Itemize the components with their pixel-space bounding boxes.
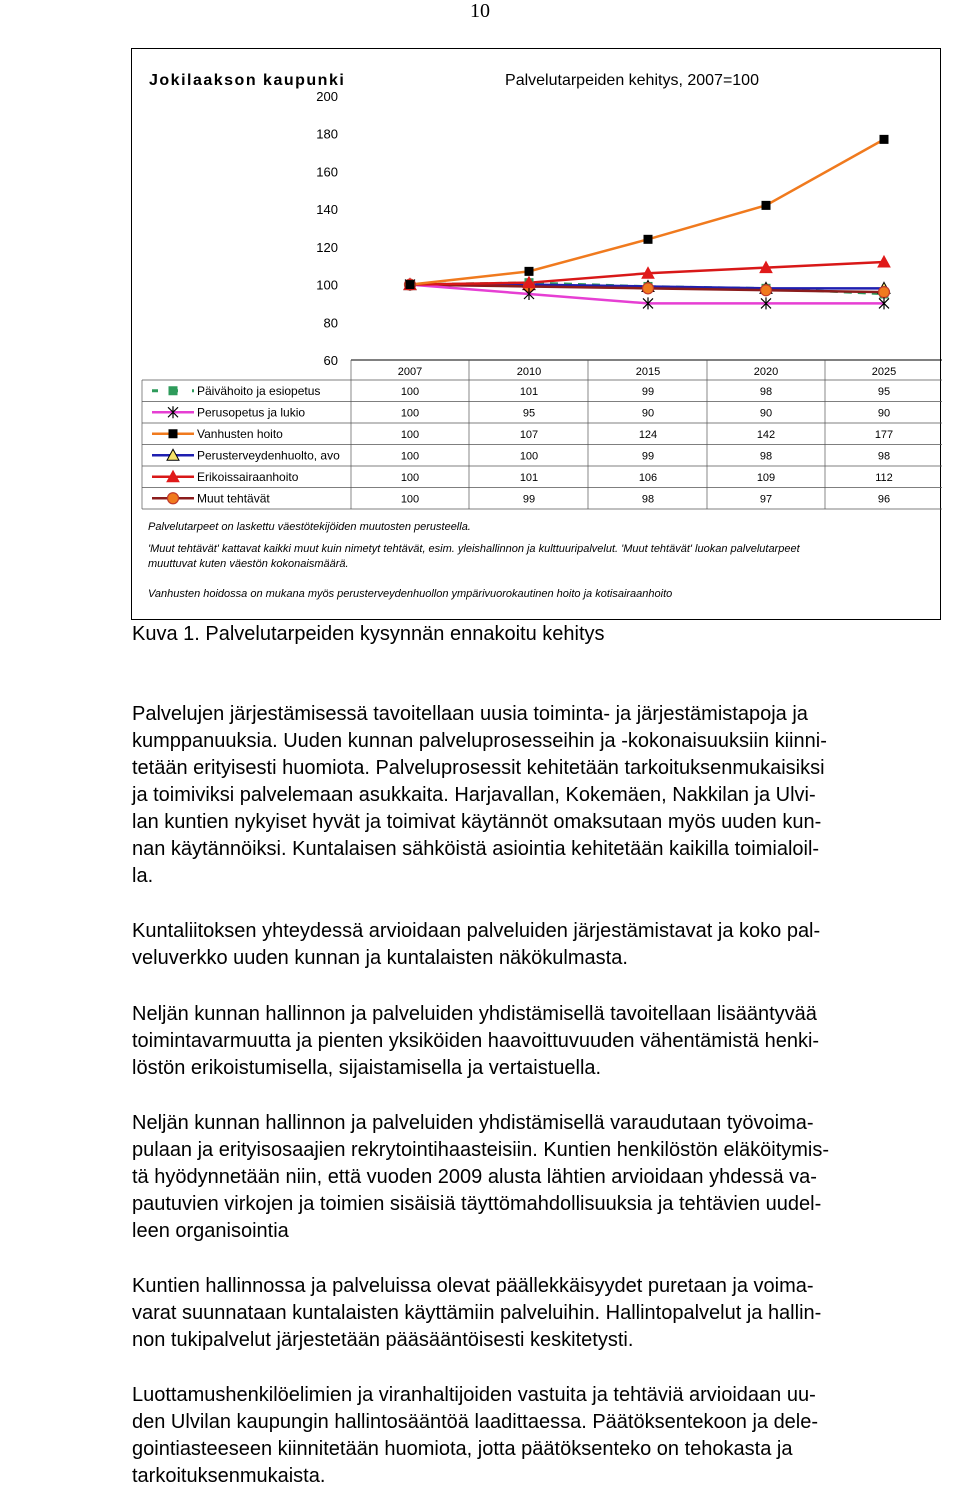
table-cell-value: 99 [641,385,655,398]
table-cell-value: 98 [877,450,891,463]
table-cell-value: 90 [641,407,655,420]
table-cell-value: 100 [400,471,420,484]
table-cell-value: 106 [638,471,658,484]
body-line: lan kuntien nykyiset hyvät ja toimivat käytännöt omaksutaan myös uuden kun- [132,811,822,833]
table-cell-value: 101 [519,471,539,484]
chart-org-title: Jokilaakson kaupunki [149,72,346,89]
table-cell-value: 95 [877,385,891,398]
y-tick-label: 180 [316,126,338,142]
body-line: non tukipalvelut järjestetään pääsääntöisesti keskitetysti. [132,1329,634,1351]
y-tick-label: 80 [323,315,338,331]
legend-label: Erikoissairaanhoito [197,469,299,484]
body-line: tarkoituksenmukaista. [132,1465,326,1487]
table-cell-value: 99 [522,493,536,506]
chart-note-1: Palvelutarpeet on laskettu väestötekijöiden muutosten perusteella. [148,521,471,533]
chart-note-4: Vanhusten hoidossa on mukana myös perusterveydenhuollon ympärivuorokautinen hoito ja kotisairaanhoito [148,588,673,600]
body-line: den Ulvilan kaupungin hallintosääntöä laadittaessa. Päätöksentekoon ja dele- [132,1411,819,1433]
body-line: toimintavarmuutta ja pienten yksiköiden haavoittuvuuden vähentämistä henki- [132,1030,820,1052]
table-cell-value: 95 [522,407,536,420]
page-number: 10 [470,0,490,22]
table-cell-value: 90 [759,407,773,420]
table-cell-value: 101 [519,385,539,398]
body-line: Kuntaliitoksen yhteydessä arvioidaan palveluiden järjestämistavat ja koko pal- [132,920,821,942]
table-cell-value: 90 [877,407,891,420]
y-tick-label: 160 [316,164,338,180]
body-paragraph [132,1273,821,1354]
body-line: löstön erikoistumisella, sijaistamisella ja vertaistuella. [132,1057,602,1079]
body-line: Luottamushenkilöelimien ja viranhaltijoiden vastuita ja tehtäviä arvioidaan uu- [132,1384,816,1406]
table-cell-value: 100 [400,407,420,420]
chart-title: Palvelutarpeiden kehitys, 2007=100 [505,72,759,89]
body-line: gointiasteeseen kiinnitetään huomiota, jotta päätöksenteko on tehokasta ja [132,1438,793,1460]
table-cell-value: 100 [400,493,420,506]
body-paragraph [132,918,820,972]
y-tick-label: 200 [316,89,338,104]
x-tick-label: 2007 [397,366,423,378]
body-line: ja toimiviksi palvelemaan asukkaita. Harjavallan, Kokemäen, Nakkilan ja Ulvi- [132,784,816,806]
body-line: tetään erityisesti huomiota. Palveluprosessit kehitetään tarkoituksenmukaisiksi [132,757,825,779]
table-cell-value: 100 [400,450,420,463]
body-line: tä hyödynnetään niin, että vuoden 2009 alusta lähtien arvioidaan yhdessä va- [132,1166,817,1188]
table-cell-value: 100 [400,385,420,398]
body-paragraph [132,1001,819,1082]
table-cell-value: 99 [641,450,655,463]
body-line: Neljän kunnan hallinnon ja palveluiden yhdistämisellä varaudutaan työvoima- [132,1112,814,1134]
chart-note-3: muuttuvat kuten väestön kokonaismäärä. [148,558,349,570]
table-cell-value: 177 [874,428,894,441]
body-paragraph [132,701,827,890]
body-line: kumppanuuksia. Uuden kunnan palveluprosesseihin ja -kokonaisuuksiin kiinni- [132,730,827,752]
x-tick-label: 2020 [753,366,779,378]
y-tick-label: 100 [316,277,338,293]
legend-label: Perusterveydenhuolto, avo [197,448,340,463]
y-tick-label: 60 [323,353,338,368]
body-paragraph [132,1382,818,1490]
table-cell-value: 100 [400,428,420,441]
body-line: leen organisointia [132,1220,289,1242]
body-paragraph [132,1110,829,1245]
body-line: la. [132,865,154,887]
x-tick-label: 2015 [635,366,661,378]
figure-caption: Kuva 1. Palvelutarpeiden kysynnän ennakoitu kehitys [132,623,605,645]
table-cell-value: 109 [756,471,776,484]
table-cell-value: 100 [519,450,539,463]
body-line: Neljän kunnan hallinnon ja palveluiden yhdistämisellä tavoitellaan lisääntyvää [132,1003,817,1025]
y-tick-label: 140 [316,202,338,218]
y-tick-label: 120 [316,239,338,255]
legend-label: Perusopetus ja lukio [197,405,306,420]
legend-label: Päivähoito ja esiopetus [197,383,321,398]
chart-note-2: 'Muut tehtävät' kattavat kaikki muut kuin nimetyt tehtävät, esim. yleishallinnon ja kulttuuripalvelut. 'Muut tehtävät' luokan palvelutarpeet [148,543,800,555]
table-cell-value: 98 [641,493,655,506]
body-text [132,0,944,1485]
body-line: pautuvien virkojen ja toimien sisäisiä täyttömahdollisuuksia ja tehtävien uudel- [132,1193,822,1215]
x-tick-label: 2025 [871,366,897,378]
body-line: veluverkko uuden kunnan ja kuntalaisten näkökulmasta. [132,947,628,969]
table-cell-value: 142 [756,428,776,441]
table-cell-value: 96 [877,493,891,506]
table-cell-value: 124 [638,428,658,441]
table-cell-value: 97 [759,493,773,506]
table-cell-value: 98 [759,450,773,463]
table-cell-value: 98 [759,385,773,398]
body-line: nan käytännöiksi. Kuntalaisen sähköistä asiointia kehitetään kaikilla toimialoil- [132,838,820,860]
table-cell-value: 107 [519,428,539,441]
body-line: pulaan ja erityisosaajien rekrytointihaasteisiin. Kuntien henkilöstön eläköitymis- [132,1139,830,1161]
body-line: Kuntien hallinnossa ja palveluissa olevat päällekkäisyydet puretaan ja voima- [132,1275,814,1297]
body-line: Palvelujen järjestämisessä tavoitellaan uusia toiminta- ja järjestämistapoja ja [132,703,808,725]
legend-label: Muut tehtävät [197,491,270,506]
x-tick-label: 2010 [516,366,542,378]
table-cell-value: 112 [875,471,893,484]
body-line: varat suunnataan kuntalaisten käyttämiin palveluihin. Hallintopalvelut ja hallin- [132,1302,822,1324]
legend-label: Vanhusten hoito [197,426,283,441]
